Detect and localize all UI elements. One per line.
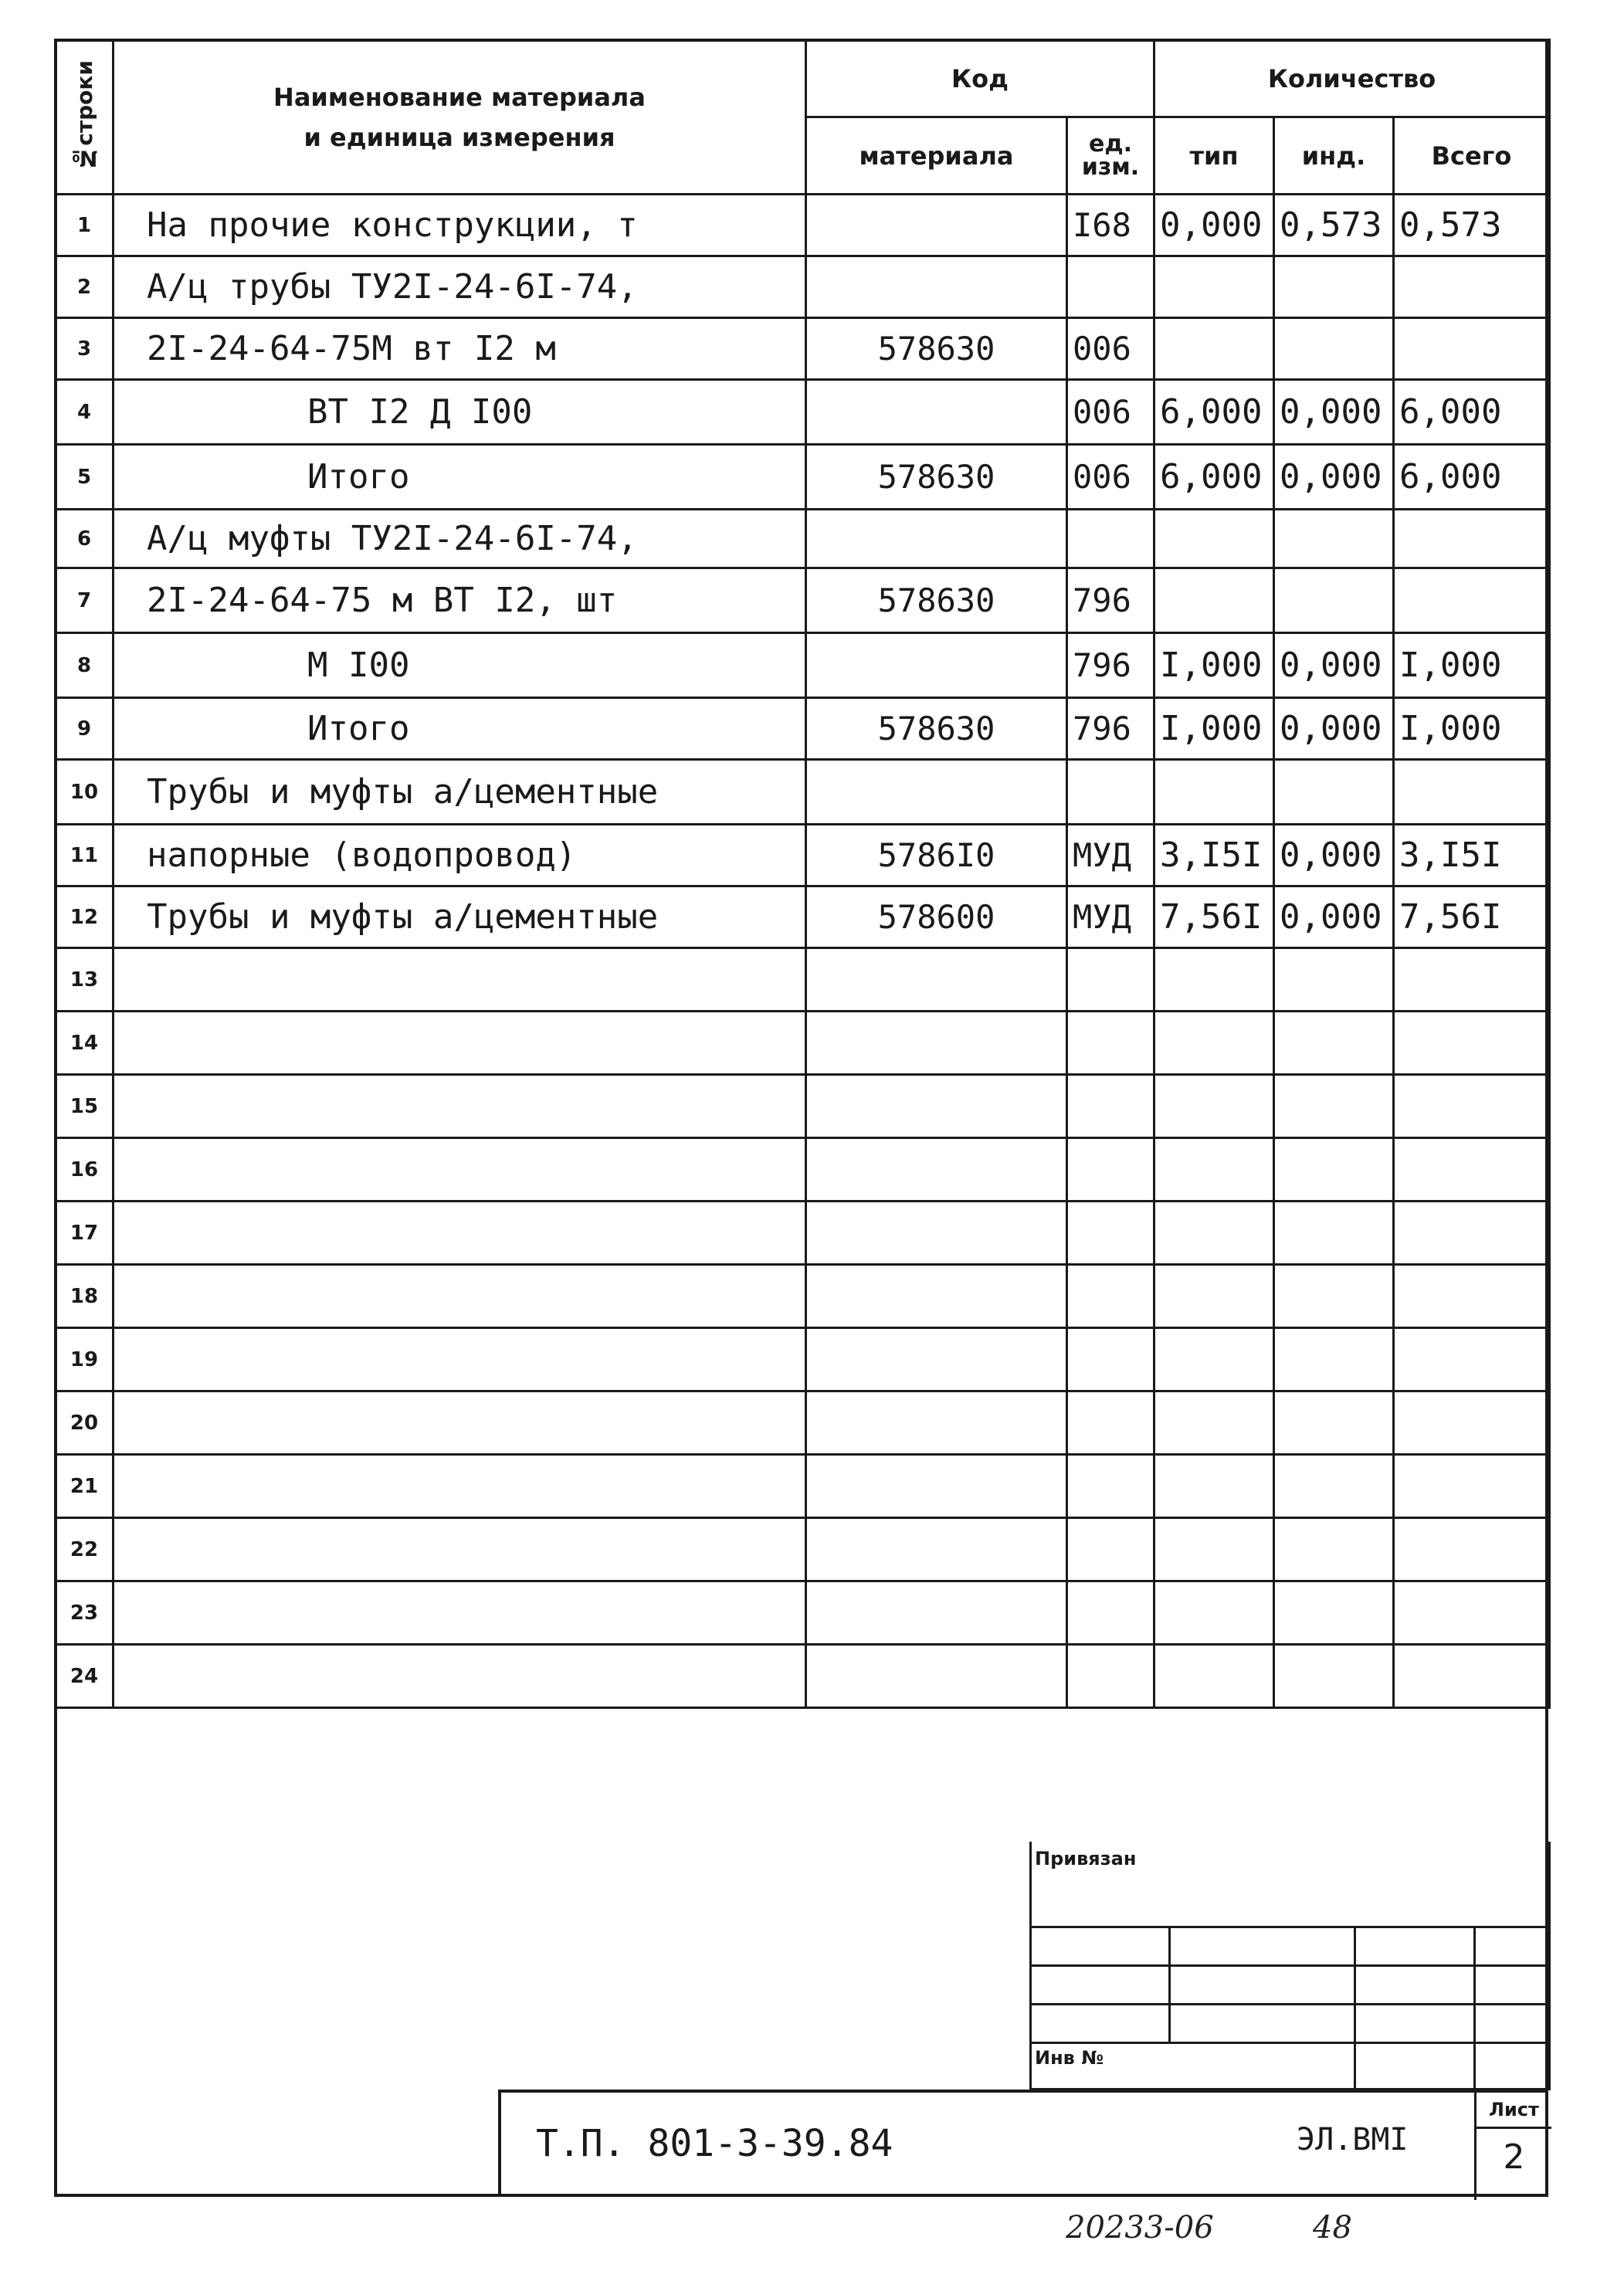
material-name-cell <box>114 1518 806 1581</box>
material-name-cell: А/ц трубы ТУ2I-24-6I-74, <box>114 256 806 318</box>
row-number-cell: 22 <box>56 1518 114 1581</box>
table-row <box>56 380 1550 445</box>
unit-code-cell: МУД <box>1067 825 1154 886</box>
material-code-cell <box>806 195 1067 256</box>
qty-total-cell <box>1394 510 1550 568</box>
row-number-cell: 24 <box>56 1645 114 1708</box>
material-code-cell <box>806 1202 1067 1265</box>
table-row <box>56 1581 1550 1645</box>
material-name-cell <box>114 1075 806 1138</box>
qty-total-cell <box>1394 1012 1550 1075</box>
qty-total-cell <box>1394 948 1550 1012</box>
qty-type-cell: I,000 <box>1154 698 1274 760</box>
material-code-cell <box>806 1138 1067 1202</box>
qty-total-cell: 6,000 <box>1394 445 1550 510</box>
qty-total-cell <box>1394 1265 1550 1328</box>
qty-ind-cell: 0,000 <box>1274 445 1394 510</box>
qty-type-cell <box>1154 318 1274 380</box>
qty-ind-cell: 0,000 <box>1274 698 1394 760</box>
qty-type-cell <box>1154 1265 1274 1328</box>
unit-code-cell: 006 <box>1067 445 1154 510</box>
material-name-cell: Трубы и муфты а/цементные <box>114 760 806 825</box>
header-name-line1: Наименование материала <box>273 82 646 112</box>
header-name-line2: и единица измерения <box>303 122 615 152</box>
material-name-cell: 2I-24-64-75М вт I2 м <box>114 318 806 380</box>
table-row <box>56 698 1550 760</box>
material-code-cell: 578630 <box>806 568 1067 633</box>
qty-ind-cell <box>1274 1075 1394 1138</box>
material-code-cell <box>806 510 1067 568</box>
unit-code-cell: 796 <box>1067 698 1154 760</box>
table-row <box>56 318 1550 380</box>
qty-type-cell <box>1154 1391 1274 1455</box>
qty-type-cell: 6,000 <box>1154 445 1274 510</box>
material-code-cell: 578600 <box>806 886 1067 948</box>
qty-total-cell <box>1394 1518 1550 1581</box>
material-code-cell <box>806 1265 1067 1328</box>
qty-type-cell <box>1154 1455 1274 1518</box>
qty-total-cell: I,000 <box>1394 698 1550 760</box>
qty-type-cell <box>1154 1645 1274 1708</box>
row-number-cell: 15 <box>56 1075 114 1138</box>
unit-code-cell <box>1067 1202 1154 1265</box>
row-number-cell: 14 <box>56 1012 114 1075</box>
qty-ind-cell <box>1274 1391 1394 1455</box>
row-number-cell: 11 <box>56 825 114 886</box>
table-row <box>56 1455 1550 1518</box>
header-row-number: №строки <box>56 40 114 195</box>
qty-ind-cell <box>1274 1138 1394 1202</box>
sheet-number: 2 <box>1503 2137 1525 2177</box>
qty-total-cell <box>1394 1075 1550 1138</box>
qty-total-cell: 0,573 <box>1394 195 1550 256</box>
material-name-cell <box>114 948 806 1012</box>
table-row <box>56 1012 1550 1075</box>
material-code-cell <box>806 1012 1067 1075</box>
qty-total-cell <box>1394 1202 1550 1265</box>
row-number-cell: 1 <box>56 195 114 256</box>
unit-code-cell: 006 <box>1067 318 1154 380</box>
qty-total-cell <box>1394 1455 1550 1518</box>
material-code-cell <box>806 1455 1067 1518</box>
attached-label: Привязан <box>1035 1848 1137 1869</box>
unit-code-cell: МУД <box>1067 886 1154 948</box>
material-name-cell <box>114 1202 806 1265</box>
material-code-cell <box>806 1391 1067 1455</box>
qty-total-cell: I,000 <box>1394 633 1550 698</box>
unit-code-cell <box>1067 1455 1154 1518</box>
material-name-cell: Трубы и муфты а/цементные <box>114 886 806 948</box>
qty-type-cell <box>1154 1202 1274 1265</box>
qty-ind-cell <box>1274 1455 1394 1518</box>
material-name-cell: Итого <box>114 698 806 760</box>
table-row <box>56 1138 1550 1202</box>
material-name-cell: Итого <box>114 445 806 510</box>
material-code-cell <box>806 256 1067 318</box>
material-code-cell <box>806 760 1067 825</box>
material-name-cell <box>114 1138 806 1202</box>
qty-ind-cell <box>1274 256 1394 318</box>
document-number: Т.П. 801-3-39.84 <box>536 2122 893 2165</box>
row-number-cell: 7 <box>56 568 114 633</box>
unit-code-cell <box>1067 510 1154 568</box>
row-number-cell: 21 <box>56 1455 114 1518</box>
header-quantity: Количество <box>1154 40 1550 117</box>
unit-code-cell <box>1067 1328 1154 1391</box>
unit-code-cell <box>1067 1518 1154 1581</box>
qty-ind-cell: 0,000 <box>1274 886 1394 948</box>
qty-ind-cell <box>1274 1202 1394 1265</box>
unit-code-cell <box>1067 1265 1154 1328</box>
material-name-cell <box>114 1645 806 1708</box>
qty-total-cell <box>1394 318 1550 380</box>
qty-type-cell <box>1154 760 1274 825</box>
material-code-cell <box>806 380 1067 445</box>
qty-ind-cell <box>1274 1645 1394 1708</box>
table-row <box>56 256 1550 318</box>
qty-ind-cell: 0,573 <box>1274 195 1394 256</box>
qty-total-cell <box>1394 568 1550 633</box>
unit-code-cell <box>1067 1645 1154 1708</box>
qty-total-cell <box>1394 1581 1550 1645</box>
document-code: ЭЛ.ВМI <box>1297 2122 1409 2157</box>
qty-type-cell: 7,56I <box>1154 886 1274 948</box>
unit-code-cell <box>1067 1581 1154 1645</box>
row-number-cell: 5 <box>56 445 114 510</box>
table-row <box>56 948 1550 1012</box>
table-row <box>56 760 1550 825</box>
qty-total-cell <box>1394 1138 1550 1202</box>
table-row <box>56 1075 1550 1138</box>
material-name-cell <box>114 1581 806 1645</box>
qty-ind-cell <box>1274 568 1394 633</box>
material-code-cell <box>806 1581 1067 1645</box>
row-number-cell: 19 <box>56 1328 114 1391</box>
unit-code-cell <box>1067 760 1154 825</box>
qty-total-cell: 7,56I <box>1394 886 1550 948</box>
unit-code-cell: 796 <box>1067 633 1154 698</box>
qty-total-cell: 6,000 <box>1394 380 1550 445</box>
qty-ind-cell <box>1274 1518 1394 1581</box>
qty-total-cell <box>1394 760 1550 825</box>
row-number-cell: 10 <box>56 760 114 825</box>
qty-type-cell: 3,I5I <box>1154 825 1274 886</box>
row-number-cell: 18 <box>56 1265 114 1328</box>
qty-ind-cell <box>1274 1265 1394 1328</box>
qty-type-cell: 0,000 <box>1154 195 1274 256</box>
qty-type-cell <box>1154 1328 1274 1391</box>
row-number-cell: 2 <box>56 256 114 318</box>
header-code: Код <box>806 40 1154 117</box>
materials-table <box>54 39 1551 1709</box>
row-number-cell: 13 <box>56 948 114 1012</box>
qty-type-cell <box>1154 256 1274 318</box>
material-name-cell <box>114 1265 806 1328</box>
unit-code-cell: 006 <box>1067 380 1154 445</box>
unit-code-cell <box>1067 256 1154 318</box>
qty-type-cell <box>1154 1012 1274 1075</box>
unit-code-cell <box>1067 1138 1154 1202</box>
material-name-cell <box>114 1012 806 1075</box>
material-code-cell <box>806 633 1067 698</box>
title-block-stamp <box>498 2090 1548 2197</box>
row-number-cell: 9 <box>56 698 114 760</box>
qty-ind-cell <box>1274 318 1394 380</box>
table-row <box>56 195 1550 256</box>
header-code-unit: ед. изм. <box>1067 117 1154 195</box>
material-name-cell <box>114 1455 806 1518</box>
table-row <box>56 886 1550 948</box>
sheet-label: Лист <box>1477 2093 1551 2129</box>
material-code-cell: 5786I0 <box>806 825 1067 886</box>
table-row <box>56 1518 1550 1581</box>
qty-total-cell <box>1394 1645 1550 1708</box>
unit-code-cell <box>1067 1012 1154 1075</box>
table-row <box>56 1645 1550 1708</box>
material-name-cell <box>114 1328 806 1391</box>
unit-code-cell <box>1067 1075 1154 1138</box>
row-number-cell: 17 <box>56 1202 114 1265</box>
header-code-material: материала <box>806 117 1067 195</box>
qty-ind-cell <box>1274 948 1394 1012</box>
table-row <box>56 1391 1550 1455</box>
qty-type-cell <box>1154 510 1274 568</box>
row-number-cell: 23 <box>56 1581 114 1645</box>
table-row <box>56 1265 1550 1328</box>
material-name-cell: 2I-24-64-75 м ВТ I2, шт <box>114 568 806 633</box>
material-name-cell: ВТ I2 Д I00 <box>114 380 806 445</box>
row-number-cell: 16 <box>56 1138 114 1202</box>
table-row <box>56 1202 1550 1265</box>
material-code-cell <box>806 1328 1067 1391</box>
row-number-cell: 12 <box>56 886 114 948</box>
qty-type-cell <box>1154 1581 1274 1645</box>
qty-ind-cell <box>1274 1581 1394 1645</box>
row-number-cell: 3 <box>56 318 114 380</box>
unit-code-cell: I68 <box>1067 195 1154 256</box>
sheet-box <box>1474 2093 1551 2200</box>
table-row <box>56 825 1550 886</box>
qty-ind-cell <box>1274 510 1394 568</box>
qty-type-cell: 6,000 <box>1154 380 1274 445</box>
title-block-approvals <box>1029 1842 1551 2090</box>
header-name <box>114 40 806 195</box>
qty-total-cell <box>1394 1391 1550 1455</box>
qty-ind-cell <box>1274 1328 1394 1391</box>
material-name-cell <box>114 1391 806 1455</box>
page-number: 48 <box>1313 2210 1352 2246</box>
qty-ind-cell: 0,000 <box>1274 633 1394 698</box>
unit-code-cell <box>1067 948 1154 1012</box>
material-code-cell: 578630 <box>806 445 1067 510</box>
table-row <box>56 568 1550 633</box>
header-qty-type: тип <box>1154 117 1274 195</box>
table-row <box>56 633 1550 698</box>
table-row <box>56 510 1550 568</box>
material-code-cell <box>806 1518 1067 1581</box>
qty-type-cell <box>1154 1075 1274 1138</box>
qty-ind-cell <box>1274 1012 1394 1075</box>
qty-ind-cell <box>1274 760 1394 825</box>
row-number-cell: 6 <box>56 510 114 568</box>
material-code-cell: 578630 <box>806 318 1067 380</box>
qty-type-cell: I,000 <box>1154 633 1274 698</box>
qty-type-cell <box>1154 1138 1274 1202</box>
material-name-cell: М I00 <box>114 633 806 698</box>
unit-code-cell <box>1067 1391 1154 1455</box>
header-qty-ind: инд. <box>1274 117 1394 195</box>
material-code-cell <box>806 1075 1067 1138</box>
material-code-cell: 578630 <box>806 698 1067 760</box>
qty-ind-cell: 0,000 <box>1274 825 1394 886</box>
qty-total-cell <box>1394 256 1550 318</box>
inv-label: Инв № <box>1035 2046 1104 2069</box>
qty-ind-cell: 0,000 <box>1274 380 1394 445</box>
qty-total-cell: 3,I5I <box>1394 825 1550 886</box>
material-name-cell: А/ц муфты ТУ2I-24-6I-74, <box>114 510 806 568</box>
row-number-cell: 8 <box>56 633 114 698</box>
material-name-cell: На прочие конструкции, т <box>114 195 806 256</box>
qty-type-cell <box>1154 568 1274 633</box>
qty-type-cell <box>1154 1518 1274 1581</box>
material-name-cell: напорные (водопровод) <box>114 825 806 886</box>
row-number-cell: 20 <box>56 1391 114 1455</box>
material-code-cell <box>806 1645 1067 1708</box>
qty-total-cell <box>1394 1328 1550 1391</box>
header-qty-total: Всего <box>1394 117 1550 195</box>
row-number-cell: 4 <box>56 380 114 445</box>
archive-number: 20233-06 <box>1066 2210 1214 2246</box>
table-row <box>56 1328 1550 1391</box>
unit-code-cell: 796 <box>1067 568 1154 633</box>
table-row <box>56 445 1550 510</box>
qty-type-cell <box>1154 948 1274 1012</box>
material-code-cell <box>806 948 1067 1012</box>
